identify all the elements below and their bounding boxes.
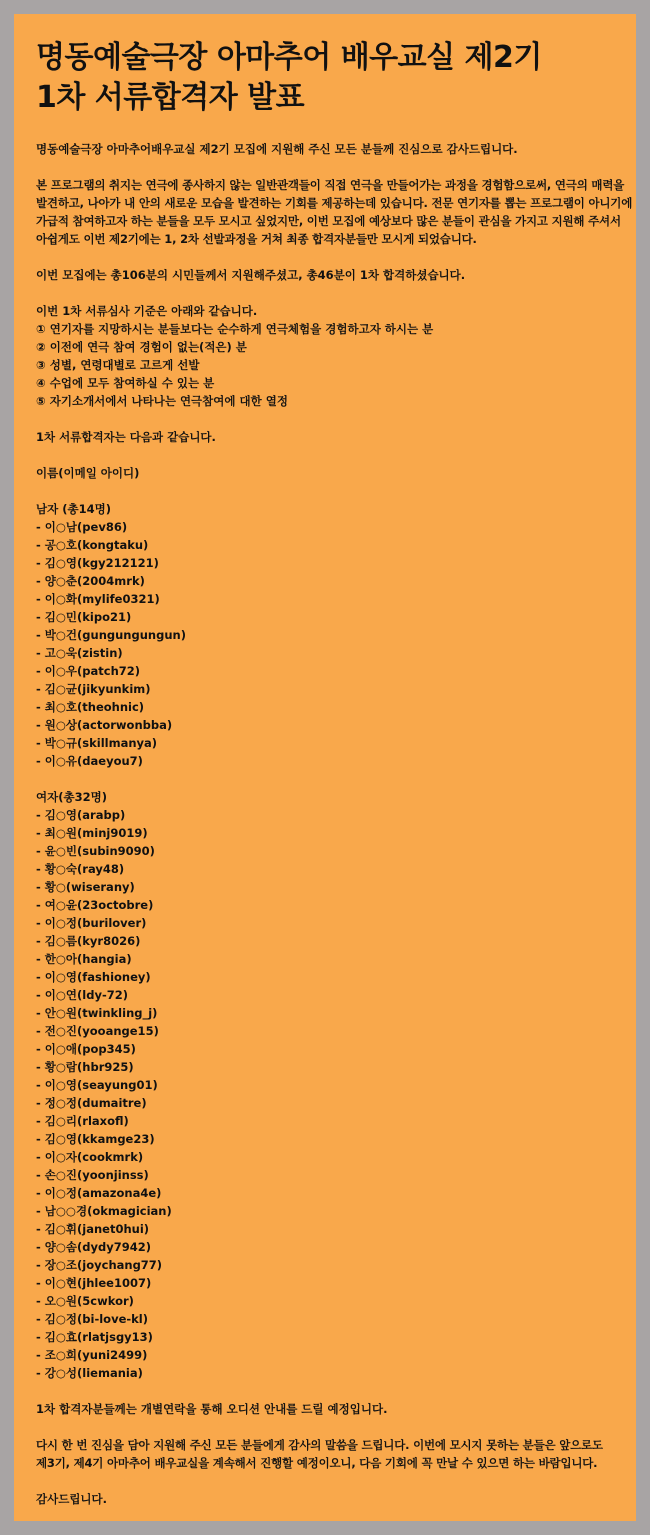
list-item: - 원○상(actorwonbba) [36, 718, 173, 732]
title-line-2: 1차 서류합격자 발표 [36, 80, 305, 115]
list-item: - 이○자(cookmrk) [36, 1150, 144, 1164]
list-item: - 양○춘(2004mrk) [36, 574, 145, 588]
men-list [36, 500, 614, 770]
purpose-paragraph [36, 176, 633, 248]
list-item: - 윤○빈(subin9090) [36, 844, 155, 858]
list-item: - 이○우(patch72) [36, 664, 141, 678]
list-item: - 이○영(seayung01) [36, 1078, 158, 1092]
list-item: - 공○호(kongtaku) [36, 538, 149, 552]
closing-paragraph [36, 1436, 614, 1472]
list-item: - 김○효(rlatjsgy13) [36, 1330, 153, 1344]
list-item: - 이○현(jhlee1007) [36, 1276, 152, 1290]
list-item: - 김○영(kkamge23) [36, 1132, 155, 1146]
announcement-body [36, 140, 633, 1508]
list-item: - 한○아(hangia) [36, 952, 132, 966]
purpose-line: 가급적 참여하고자 하는 분들을 모두 모시고 싶었지만, 이번 모집에 예상보다 많은 분들이 관심을 가지고 지원해 주셔서 [36, 214, 621, 228]
list-item: - 김○영(kgy212121) [36, 556, 159, 570]
title-line-1: 명동예술극장 아마추어 배우교실 제2기 [36, 40, 542, 75]
list-item: - 최○호(theohnic) [36, 700, 145, 714]
women-header: 여자(총32명) [36, 790, 107, 804]
closing-line: 제3기, 제4기 아마추어 배우교실을 계속해서 진행할 예정이오니, 다음 기회에 꼭 만날 수 있으면 하는 바람입니다. [36, 1456, 598, 1470]
list-item: - 여○윤(23octobre) [36, 898, 154, 912]
list-item: - 양○솜(dydy7942) [36, 1240, 152, 1254]
criteria-item: ① 연기자를 지망하시는 분들보다는 순수하게 연극체험을 경험하고자 하시는 분 [36, 322, 434, 336]
announcement-panel [14, 14, 636, 1521]
women-names [36, 806, 614, 1382]
list-item: - 최○원(minj9019) [36, 826, 148, 840]
list-item: - 이○애(pop345) [36, 1042, 136, 1056]
list-item: - 황○람(hbr925) [36, 1060, 134, 1074]
closing-line: 다시 한 번 진심을 담아 지원해 주신 모든 분들에게 감사의 말씀을 드립니다. 이번에 모시지 못하는 분들은 앞으로도 [36, 1438, 603, 1452]
criteria-item: ⑤ 자기소개서에서 나타나는 연극참여에 대한 열정 [36, 394, 288, 408]
list-item: - 김○름(kyr8026) [36, 934, 141, 948]
list-item: - 황○(wiserany) [36, 880, 135, 894]
list-item: - 안○원(twinkling_j) [36, 1006, 158, 1020]
criteria-section [36, 302, 614, 410]
criteria-item: ② 이전에 연극 참여 경험이 없는(적은) 분 [36, 340, 247, 354]
format-note: 이름(이메일 아이디) [36, 466, 140, 480]
list-item: - 이○정(amazona4e) [36, 1186, 162, 1200]
thanks-paragraph: 명동예술극장 아마추어배우교실 제2기 모집에 지원해 주신 모든 분들께 진심으로 감사드립니다. [36, 142, 518, 156]
list-item: - 박○규(skillmanya) [36, 736, 158, 750]
list-item: - 이○유(daeyou7) [36, 754, 143, 768]
list-intro: 1차 서류합격자는 다음과 같습니다. [36, 430, 216, 444]
list-item: - 전○진(yooange15) [36, 1024, 159, 1038]
list-item: - 이○정(burilover) [36, 916, 147, 930]
list-item: - 고○욱(zistin) [36, 646, 123, 660]
list-item: - 장○조(joychang77) [36, 1258, 163, 1272]
signoff: 감사드립니다. [36, 1492, 108, 1506]
men-names [36, 518, 614, 770]
criteria-item: ④ 수업에 모두 참여하실 수 있는 분 [36, 376, 215, 390]
purpose-line: 발견하고, 나아가 내 안의 새로운 모습을 발견하는 기회를 제공하는데 있습니다. 전문 연기자를 뽑는 프로그램이 아니기에 [36, 196, 633, 210]
list-item: - 손○진(yoonjinss) [36, 1168, 149, 1182]
list-item: - 황○숙(ray48) [36, 862, 125, 876]
list-item: - 김○휘(janet0hui) [36, 1222, 150, 1236]
list-item: - 이○연(ldy-72) [36, 988, 128, 1002]
list-item: - 강○성(liemania) [36, 1366, 143, 1380]
list-item: - 김○균(jikyunkim) [36, 682, 151, 696]
criteria-title: 이번 1차 서류심사 기준은 아래와 같습니다. [36, 304, 258, 318]
page-title [36, 38, 614, 118]
list-item: - 이○영(fashioney) [36, 970, 151, 984]
list-item: - 김○영(arabp) [36, 808, 126, 822]
list-item: - 오○원(5cwkor) [36, 1294, 134, 1308]
purpose-line: 본 프로그램의 취지는 연극에 종사하지 않는 일반관객들이 직접 연극을 만들어가는 과정을 경험함으로써, 연극의 매력을 [36, 178, 625, 192]
list-item: - 조○희(yuni2499) [36, 1348, 148, 1362]
list-item: - 정○정(dumaitre) [36, 1096, 147, 1110]
list-item: - 김○리(rlaxofl) [36, 1114, 129, 1128]
list-item: - 이○화(mylife0321) [36, 592, 160, 606]
list-item: - 박○건(gungungungun) [36, 628, 186, 642]
list-item: - 이○남(pev86) [36, 520, 128, 534]
women-list [36, 788, 614, 1382]
list-item: - 김○정(bi-love-kl) [36, 1312, 148, 1326]
men-header: 남자 (총14명) [36, 502, 111, 516]
list-item: - 남○○경(okmagician) [36, 1204, 172, 1218]
list-item: - 김○민(kipo21) [36, 610, 132, 624]
applicant-count: 이번 모집에는 총106분의 시민들께서 지원해주셨고, 총46분이 1차 합격하셨습니다. [36, 268, 466, 282]
purpose-line: 아쉽게도 이번 제2기에는 1, 2차 선발과정을 거쳐 최종 합격자분들만 모시게 되었습니다. [36, 232, 477, 246]
contact-note: 1차 합격자분들께는 개별연락을 통해 오디션 안내를 드릴 예정입니다. [36, 1402, 388, 1416]
criteria-item: ③ 성별, 연령대별로 고르게 선발 [36, 358, 200, 372]
